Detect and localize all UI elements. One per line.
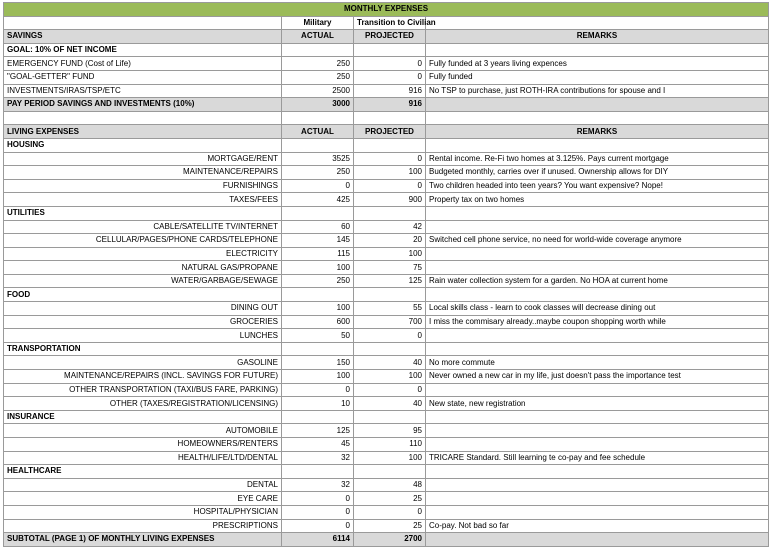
expense-label[interactable]: DENTAL (4, 478, 282, 492)
expense-label[interactable]: HOSPITAL/PHYSICIAN (4, 505, 282, 519)
expense-label[interactable]: LUNCHES (4, 329, 282, 343)
expense-row (4, 315, 769, 329)
empty-cell[interactable] (426, 410, 769, 424)
expense-row (4, 438, 769, 452)
savings-total-label[interactable]: PAY PERIOD SAVINGS AND INVESTMENTS (10%) (4, 98, 282, 112)
projected-value[interactable]: 55 (354, 302, 426, 316)
expense-row (4, 302, 769, 316)
empty-cell[interactable] (426, 342, 769, 356)
expense-row (4, 451, 769, 465)
group-header-row (4, 410, 769, 424)
actual-value[interactable]: 145 (282, 234, 354, 248)
projected-value[interactable]: 100 (354, 370, 426, 384)
actual-value[interactable]: 32 (282, 478, 354, 492)
expense-row (4, 166, 769, 180)
expense-row (4, 261, 769, 275)
remarks-value[interactable]: Fully funded at 3 years living expences (426, 57, 769, 71)
expense-label[interactable]: MAINTENANCE/REPAIRS (INCL. SAVINGS FOR FUTURE) (4, 370, 282, 384)
expense-row (4, 397, 769, 411)
row-label[interactable]: "GOAL-GETTER" FUND (4, 70, 282, 84)
remarks-value[interactable]: No TSP to purchase, just ROTH-IRA contributions for spouse and I (426, 84, 769, 98)
empty-cell[interactable] (282, 138, 354, 152)
expense-label[interactable]: CABLE/SATELLITE TV/INTERNET (4, 220, 282, 234)
projected-value[interactable]: 95 (354, 424, 426, 438)
projected-value[interactable]: 0 (354, 505, 426, 519)
expense-label[interactable]: PRESCRIPTIONS (4, 519, 282, 533)
empty-cell[interactable] (354, 465, 426, 479)
projected-value[interactable]: 0 (354, 152, 426, 166)
projected-value[interactable]: 916 (354, 84, 426, 98)
remarks-value[interactable]: Fully funded (426, 70, 769, 84)
expense-label[interactable]: OTHER TRANSPORTATION (TAXI/BUS FARE, PARKING) (4, 383, 282, 397)
empty-cell[interactable] (282, 410, 354, 424)
expense-label[interactable]: NATURAL GAS/PROPANE (4, 261, 282, 275)
expense-label[interactable]: DINING OUT (4, 302, 282, 316)
empty-cell[interactable] (354, 342, 426, 356)
expense-label[interactable]: MORTGAGE/RENT (4, 152, 282, 166)
expense-row (4, 370, 769, 384)
projected-value[interactable]: 0 (354, 179, 426, 193)
projected-value[interactable]: 40 (354, 397, 426, 411)
projected-value[interactable]: 40 (354, 356, 426, 370)
projected-value[interactable]: 0 (354, 329, 426, 343)
actual-value[interactable]: 600 (282, 315, 354, 329)
remarks-value[interactable]: Rental income. Re-Fi two homes at 3.125%. Pays current mortgage (426, 152, 769, 166)
remarks-value[interactable]: Never owned a new car in my life, just doesn't pass the importance test (426, 370, 769, 384)
actual-value[interactable]: 3525 (282, 152, 354, 166)
expense-row (4, 234, 769, 248)
projected-value[interactable]: 25 (354, 492, 426, 506)
actual-value[interactable]: 0 (282, 383, 354, 397)
subheader-row (4, 16, 769, 30)
projected-header[interactable]: PROJECTED (354, 125, 426, 139)
remarks-value[interactable]: Local skills class - learn to cook classes will decrease dining out (426, 302, 769, 316)
remarks-value[interactable] (426, 438, 769, 452)
living-header[interactable]: LIVING EXPENSES (4, 125, 282, 139)
projected-value[interactable]: 110 (354, 438, 426, 452)
expense-label[interactable]: AUTOMOBILE (4, 424, 282, 438)
expense-label[interactable]: EYE CARE (4, 492, 282, 506)
empty-cell[interactable] (426, 465, 769, 479)
row-label[interactable]: EMERGENCY FUND (Cost of Life) (4, 57, 282, 71)
actual-value[interactable]: 250 (282, 274, 354, 288)
expense-row (4, 424, 769, 438)
empty-cell[interactable] (354, 288, 426, 302)
projected-value[interactable]: 0 (354, 57, 426, 71)
savings-row (4, 70, 769, 84)
empty-cell[interactable] (426, 288, 769, 302)
expense-row (4, 519, 769, 533)
expense-label[interactable]: HEALTH/LIFE/LTD/DENTAL (4, 451, 282, 465)
projected-value[interactable]: 125 (354, 274, 426, 288)
savings-goal-row (4, 43, 769, 57)
expense-row (4, 152, 769, 166)
projected-value[interactable]: 900 (354, 193, 426, 207)
savings-row (4, 57, 769, 71)
group-header-row (4, 138, 769, 152)
remarks-value[interactable] (426, 492, 769, 506)
remarks-value[interactable] (426, 383, 769, 397)
projected-value[interactable]: 20 (354, 234, 426, 248)
empty-cell[interactable] (282, 206, 354, 220)
projected-value[interactable]: 75 (354, 261, 426, 275)
expense-label[interactable]: ELECTRICITY (4, 247, 282, 261)
savings-total-projected[interactable]: 916 (354, 98, 426, 112)
remarks-value[interactable]: New state, new registration (426, 397, 769, 411)
actual-value[interactable]: 0 (282, 505, 354, 519)
actual-value[interactable]: 250 (282, 166, 354, 180)
projected-value[interactable]: 100 (354, 166, 426, 180)
remarks-value[interactable]: Property tax on two homes (426, 193, 769, 207)
savings-goal[interactable]: GOAL: 10% OF NET INCOME (4, 43, 282, 57)
expense-row (4, 505, 769, 519)
remarks-value[interactable] (426, 424, 769, 438)
actual-value[interactable]: 0 (282, 179, 354, 193)
blank-row (4, 111, 769, 125)
expense-label[interactable]: GROCERIES (4, 315, 282, 329)
empty-cell[interactable] (4, 111, 282, 125)
expense-label[interactable]: MAINTENANCE/REPAIRS (4, 166, 282, 180)
group-name[interactable]: TRANSPORTATION (4, 342, 282, 356)
actual-value[interactable]: 425 (282, 193, 354, 207)
sheet-title[interactable]: MONTHLY EXPENSES (4, 3, 769, 17)
projected-value[interactable]: 700 (354, 315, 426, 329)
actual-value[interactable]: 10 (282, 397, 354, 411)
projected-header[interactable]: PROJECTED (354, 30, 426, 44)
remarks-header[interactable]: REMARKS (426, 125, 769, 139)
actual-value[interactable]: 32 (282, 451, 354, 465)
savings-row (4, 84, 769, 98)
group-name[interactable]: INSURANCE (4, 410, 282, 424)
transition-header[interactable]: Transition to Civilian (354, 16, 426, 30)
actual-value[interactable]: 2500 (282, 84, 354, 98)
expense-row (4, 478, 769, 492)
expense-row (4, 220, 769, 234)
remarks-value[interactable]: Switched cell phone service, no need for world-wide coverage anymore (426, 234, 769, 248)
actual-value[interactable]: 100 (282, 370, 354, 384)
actual-value[interactable]: 115 (282, 247, 354, 261)
projected-value[interactable]: 100 (354, 451, 426, 465)
group-name[interactable]: HEALTHCARE (4, 465, 282, 479)
group-name[interactable]: HOUSING (4, 138, 282, 152)
expense-label[interactable]: CELLULAR/PAGES/PHONE CARDS/TELEPHONE (4, 234, 282, 248)
remarks-value[interactable]: Two children headed into teen years? You want expensive? Nope! (426, 179, 769, 193)
empty-cell[interactable] (282, 465, 354, 479)
expense-label[interactable]: FURNISHINGS (4, 179, 282, 193)
empty-cell[interactable] (354, 111, 426, 125)
remarks-value[interactable]: Co-pay. Not bad so far (426, 519, 769, 533)
projected-value[interactable]: 25 (354, 519, 426, 533)
expense-row (4, 179, 769, 193)
actual-value[interactable]: 250 (282, 70, 354, 84)
military-header[interactable]: Military (282, 16, 354, 30)
projected-value[interactable]: 42 (354, 220, 426, 234)
expense-row (4, 193, 769, 207)
empty-cell[interactable] (426, 206, 769, 220)
expense-row (4, 356, 769, 370)
empty-cell[interactable] (426, 138, 769, 152)
savings-header-row (4, 30, 769, 44)
expense-row (4, 329, 769, 343)
title-row (4, 3, 769, 17)
empty-cell[interactable] (354, 410, 426, 424)
projected-value[interactable]: 100 (354, 247, 426, 261)
remarks-value[interactable]: No more commute (426, 356, 769, 370)
expense-label[interactable]: WATER/GARBAGE/SEWAGE (4, 274, 282, 288)
actual-value[interactable]: 0 (282, 492, 354, 506)
empty-cell[interactable] (426, 533, 769, 547)
empty-cell[interactable] (354, 138, 426, 152)
empty-cell[interactable] (282, 342, 354, 356)
empty-cell[interactable] (354, 206, 426, 220)
group-header-row (4, 288, 769, 302)
subtotal-label[interactable]: SUBTOTAL (PAGE 1) OF MONTHLY LIVING EXPENSES (4, 533, 282, 547)
remarks-value[interactable]: Rain water collection system for a garden. No HOA at current home (426, 274, 769, 288)
empty-cell[interactable] (282, 288, 354, 302)
cell[interactable] (426, 98, 769, 112)
group-name[interactable]: UTILITIES (4, 206, 282, 220)
expenses-table (3, 2, 769, 547)
group-name[interactable]: FOOD (4, 288, 282, 302)
remarks-value[interactable] (426, 247, 769, 261)
expense-label[interactable]: TAXES/FEES (4, 193, 282, 207)
group-header-row (4, 206, 769, 220)
remarks-value[interactable]: Budgeted monthly, carries over if unused. Ownership allows for DIY (426, 166, 769, 180)
remarks-header[interactable]: REMARKS (426, 30, 769, 44)
expense-row (4, 247, 769, 261)
empty-cell[interactable] (426, 111, 769, 125)
remarks-value[interactable] (426, 329, 769, 343)
projected-value[interactable]: 48 (354, 478, 426, 492)
actual-value[interactable]: 0 (282, 519, 354, 533)
actual-value[interactable]: 250 (282, 57, 354, 71)
actual-value[interactable]: 50 (282, 329, 354, 343)
group-header-row (4, 465, 769, 479)
actual-value[interactable]: 100 (282, 302, 354, 316)
empty-cell[interactable] (282, 111, 354, 125)
remarks-value[interactable]: TRICARE Standard. Still learning te co-pay and fee schedule (426, 451, 769, 465)
group-header-row (4, 342, 769, 356)
savings-total-actual[interactable]: 3000 (282, 98, 354, 112)
expense-label[interactable]: HOMEOWNERS/RENTERS (4, 438, 282, 452)
expense-row (4, 274, 769, 288)
actual-value[interactable]: 150 (282, 356, 354, 370)
remarks-value[interactable] (426, 478, 769, 492)
expense-label[interactable]: GASOLINE (4, 356, 282, 370)
savings-header[interactable]: SAVINGS (4, 30, 282, 44)
projected-value[interactable]: 0 (354, 70, 426, 84)
actual-value[interactable]: 100 (282, 261, 354, 275)
subtotal-actual[interactable]: 6114 (282, 533, 354, 547)
actual-value[interactable]: 45 (282, 438, 354, 452)
actual-value[interactable]: 125 (282, 424, 354, 438)
projected-value[interactable]: 0 (354, 383, 426, 397)
remarks-value[interactable] (426, 505, 769, 519)
subtotal-row (4, 533, 769, 547)
row-label[interactable]: INVESTMENTS/IRAS/TSP/ETC (4, 84, 282, 98)
remarks-value[interactable]: I miss the commisary already..maybe coupon shopping worth while (426, 315, 769, 329)
expense-label[interactable]: OTHER (TAXES/REGISTRATION/LICENSING) (4, 397, 282, 411)
living-header-row (4, 125, 769, 139)
actual-value[interactable]: 60 (282, 220, 354, 234)
actual-header[interactable]: ACTUAL (282, 125, 354, 139)
subtotal-projected[interactable]: 2700 (354, 533, 426, 547)
remarks-value[interactable] (426, 220, 769, 234)
remarks-value[interactable] (426, 261, 769, 275)
expense-row (4, 492, 769, 506)
savings-total-row (4, 98, 769, 112)
expense-row (4, 383, 769, 397)
actual-header[interactable]: ACTUAL (282, 30, 354, 44)
